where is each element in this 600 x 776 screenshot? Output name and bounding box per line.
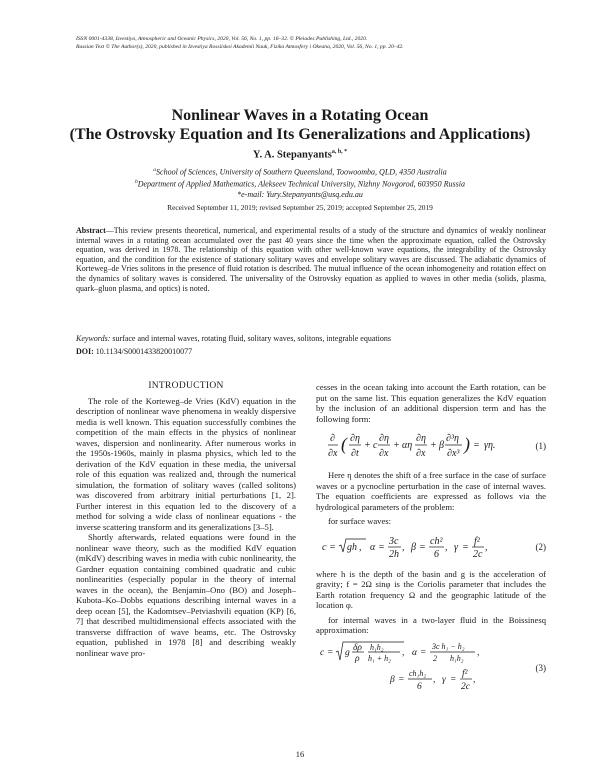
svg-text:2: 2 [433,653,437,663]
intro-paragraph-6: where h is the depth of the basin and g is the acceleration of gravity; f = 2Ω sinφ is the Coriolis parameter that includes the Earth rotation frequency Ω and the geographic latitude of the location φ. [316,568,546,610]
received-dates: Received September 11, 2019; revised September 25, 2019; accepted September 25, 2019 [167,202,433,212]
svg-text:+: + [393,440,400,451]
svg-text:2c: 2c [473,548,483,560]
svg-text:∂x: ∂x [379,448,389,459]
svg-text:+: + [430,440,437,451]
author [40,149,560,161]
svg-text:∂x: ∂x [328,448,338,459]
svg-text:β: β [411,541,416,553]
svg-text:,: , [402,541,405,553]
svg-text:∂x: ∂x [416,448,426,459]
equation-3-formula [320,640,520,698]
left-column [76,382,296,658]
abstract [76,226,546,293]
abstract-label: Abstract [76,226,106,235]
svg-text:h₁ + h₂: h₁ + h₂ [368,653,391,663]
equation-2-formula [322,533,522,563]
svg-text:): ) [464,434,470,454]
svg-text:3c h₁ − h₂: 3c h₁ − h₂ [432,641,465,651]
intro-paragraph-4: Here η denotes the shift of a free surface in the case of surface waves or a pycnocline perturbation in the case of internal waves. The equation coefficients are expressed as follows via the hydrological parameters of the problem: [316,470,546,512]
intro-paragraph-3: cesses in the ocean taking into account the Earth rotation, can be put on the same list. This equation generalizes the KdV equation by the inclusion of an additional dispersion term and has the following form: [316,382,546,424]
intro-paragraph-2: Shortly afterwards, related equations were found in the nonlinear wave theory, such as the modified KdV equation (mKdV) describing waves in media with cubic nonlinearity, the Gardner equation containing combined quadratic and cubic nonlinearities (especially popular in the theory of internal waves in the ocean), the Benjamin–Ono (BO) and Joseph–Kubota–Ko–Dobbs equations describing internal waves in a deep ocean [5], the Kadomtsev–Petviashvili equation (KP) [6, 7] that described multidimensional effects associated with the transverse diffraction of wave beams, etc. The Ostrovsky equation, published in 1978 [8] and describing weakly nonlinear wave pro- [76,532,296,658]
svg-text:ch₁h₂: ch₁h₂ [409,668,427,678]
svg-text:γη.: γη. [484,440,496,451]
paper-title-line-1: Nonlinear Waves in a Rotating Ocean [171,107,429,124]
svg-text:,: , [477,647,480,658]
doi-value: 10.1134/S0001433820010077 [95,347,193,356]
svg-text:h₁h₂: h₁h₂ [450,653,464,663]
title-block [40,106,560,212]
doi-label: DOI: [76,347,94,356]
author-name: Y. A. Stepanyants [252,149,332,161]
svg-text:,: , [445,541,448,553]
svg-text:2h: 2h [389,548,399,560]
svg-text:α: α [412,647,417,658]
affiliation-a-text: School of Sciences, University of Southern Queensland, Toowoomba, QLD, 4350 Australia [156,167,447,177]
svg-text:,: , [359,541,362,553]
svg-text:c: c [320,647,325,658]
svg-text:ρ: ρ [355,653,360,664]
svg-text:∂: ∂ [330,433,335,444]
svg-text:=: = [473,440,480,451]
affiliation-b [40,177,560,190]
affiliation-b-mark: b [134,179,138,186]
svg-text:β: β [390,674,395,685]
svg-text:γ: γ [442,674,446,685]
affiliation-b-text: Department of Applied Mathematics, Alekseev Technical University, Nizhny Novgorod, 603950 Russia [137,179,466,189]
svg-text:γ: γ [454,541,458,553]
svg-text:=: = [462,541,469,553]
svg-text:(: ( [341,434,347,454]
svg-text:+: + [364,440,371,451]
keywords-label: Keywords: [76,334,111,343]
svg-text:gh: gh [347,541,357,553]
affiliation-a [40,165,560,178]
equation-1-formula [328,430,528,464]
doi [76,347,546,356]
svg-text:6: 6 [417,681,422,692]
svg-text:=: = [450,674,457,685]
svg-text:3c: 3c [389,535,399,547]
svg-text:∂³η: ∂³η [446,433,459,444]
svg-text:h₁h₂: h₁h₂ [370,642,384,652]
page-number: 16 [295,749,305,759]
keywords [76,334,546,344]
journal-header-line-1: ISSN 0001-4338, Izvestiya, Atmospheric and Oceanic Physics, 2020, Vol. 56, No. 1, pp. 16–32. © Pleiades Publishing, Ltd., 2020. [76,36,368,42]
svg-text:ch²: ch² [430,535,443,547]
svg-text:∂t: ∂t [351,448,359,459]
svg-text:=: = [327,647,334,658]
equation-1-number: (1) [535,441,546,451]
svg-text:f²: f² [462,668,468,679]
intro-paragraph-5: for surface waves: [328,516,391,526]
svg-text:=: = [420,647,427,658]
svg-text:c: c [322,541,327,553]
svg-text:,: , [402,647,405,658]
intro-paragraph-7: for internal waves in a two-layer fluid in the Boissinesq approximation: [316,614,546,635]
svg-text:∂η: ∂η [379,433,389,444]
equation-2-number: (2) [535,541,546,552]
keywords-text: surface and internal waves, rotating fluid, solitary waves, solitons, integrable equations [112,334,391,343]
author-email: *e-mail: Yury.Stepanyants@usq.edu.au [237,189,363,199]
svg-text:∂x³: ∂x³ [447,448,460,459]
svg-text:=: = [378,541,385,553]
svg-text:g: g [345,647,350,658]
svg-text:,: , [485,541,488,553]
intro-paragraph-1: The role of the Korteweg–de Vries (KdV) equation in the description of nonlinear wave phenomena in weakly dispersive media is well known. This equation successfully combines the competition of the main effects in the physics of nonlinear waves, dispersion and nonlinearity. After numerous works in the 1950s-1960s, mainly in plasma physics, which led to the derivation of the KdV equation in these media, the universal role of this equation was realized and, through the numerical simulation, the formation of solitary waves (called solitons) was discovered from arbitrary initial perturbations [1, 2]. Further interest in this equation led to the discovery of a method for solving a wide class of nonlinear equations - the inverse scattering transform and its generalizations [3–5]. [76,395,296,532]
svg-text:=: = [329,541,336,553]
svg-text:αη: αη [402,440,413,451]
svg-text:δρ: δρ [353,642,362,653]
svg-text:,: , [433,674,436,685]
equation-3-number: (3) [535,662,546,673]
journal-header [76,35,546,51]
svg-text:f²: f² [474,535,480,547]
svg-text:∂η: ∂η [350,433,360,444]
svg-text:2c: 2c [461,681,470,692]
section-heading-introduction: INTRODUCTION [148,381,224,391]
journal-header-line-2: Russian Text © The Author(s), 2020, published in Izvestiya Rossiiskoi Akademii Nauk, Fizika Atmosfery i Okeana, 2020, Vol. 56, No. 1, pp. 20–42. [76,44,404,50]
affiliation-a-mark: a [153,166,157,173]
svg-text:,: , [473,674,476,685]
paper-title-line-2: (The Ostrovsky Equation and Its Generalizations and Applications) [69,126,531,143]
equation-1 [316,430,546,464]
equation-3 [316,640,546,698]
svg-text:=: = [419,541,426,553]
svg-text:=: = [398,674,405,685]
svg-text:α: α [370,541,376,553]
right-column [316,382,546,704]
svg-text:6: 6 [434,548,439,560]
author-marks: a, b, * [331,149,348,155]
equation-2 [316,533,546,563]
svg-text:β: β [439,440,444,451]
svg-text:∂η: ∂η [416,433,426,444]
svg-text:c: c [373,440,378,451]
abstract-text: —This review presents theoretical, numerical, and experimental results of a study of the structure and dynamics of weakly nonlinear internal waves in a rotating ocean accumulated over the past 40 years since the time when the approximate equation, called the Ostrovsky equation, was derived in 1978. The relationship of this equation with other well-known wave equations, the integrability of the Ostrovsky equation, and the condition for the existence of stationary solitary waves and envelope solitary waves are discussed. The adiabatic dynamics of Korteweg–de Vries solitons in the presence of fluid rotation is described. The mutual influence of the ocean inhomogeneity and rotation effect on the dynamics of solitary waves is considered. The universality of the Ostrovsky equation as applied to waves in other media (solids, plasma, quark–gluon plasma, and optics) is noted. [76,226,546,293]
